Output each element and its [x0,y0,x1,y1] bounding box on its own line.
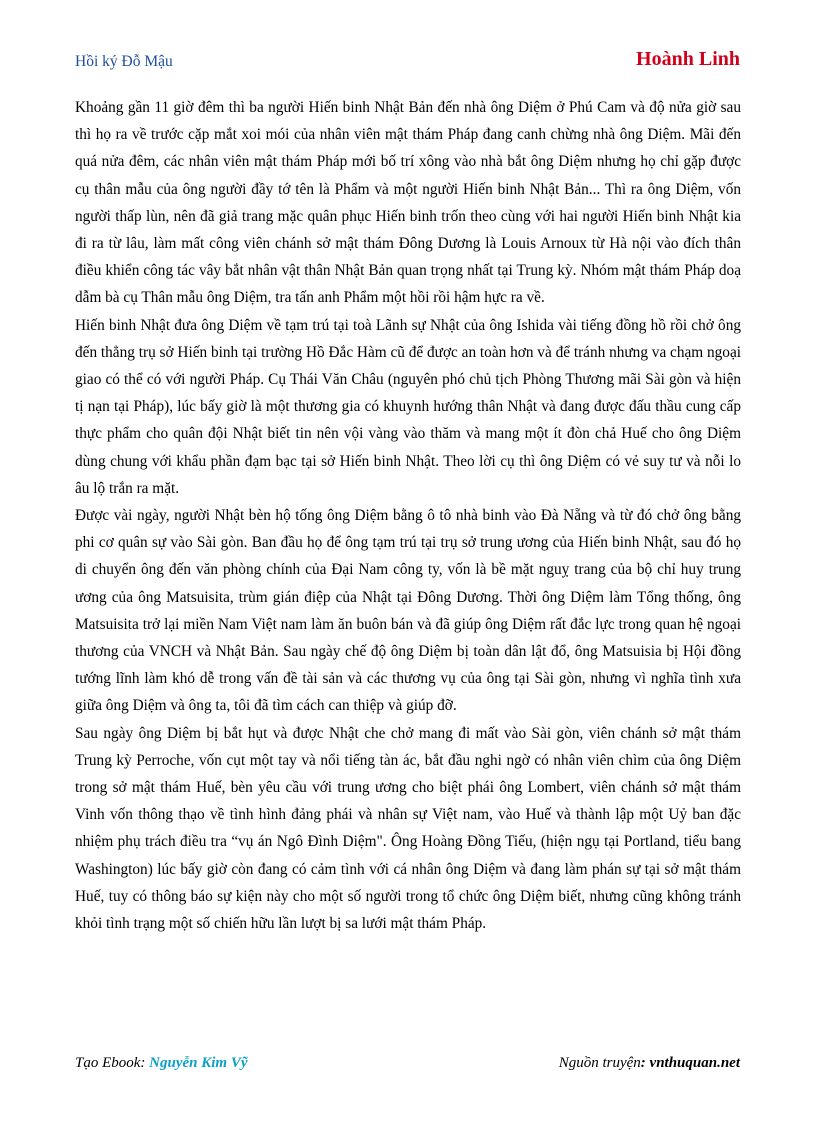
ebook-creator-name: Nguyễn Kim Vỹ [149,1055,248,1071]
paragraph-2: Hiến binh Nhật đưa ông Diệm về tạm trú tại toà Lãnh sự Nhật của ông Ishida vài tiếng đồng hồ rồi chở ông đến thẳng trụ sở Hiến binh tại trường Hồ Đắc Hàm cũ để được an toàn hơn và để tránh nhưng va chạm ngoại giao có thể có với người Pháp. Cụ Thái Văn Châu (nguyên phó chủ tịch Phòng Thương mãi Sài gòn và hiện tị nạn tại Pháp), lúc bấy giờ là một thương gia có khuynh hướng thân Nhật và đang được đấu thầu cung cấp thực phẩm cho quân đội Nhật biết tin nên vội vàng vào thăm và mang một ít đòn chả Huế cho ông Diệm dùng chung với khẩu phần đạm bạc tại sở Hiến binh Nhật. Theo lời cụ thì ông Diệm có vẻ suy tư và nỗi lo âu lộ trắn ra mặt. [75,316,741,497]
paragraph-4: Sau ngày ông Diệm bị bắt hụt và được Nhật che chở mang đi mất vào Sài gòn, viên chánh sở mật thám Trung kỳ Perroche, vốn cụt một tay và nổi tiếng tàn ác, bắt đầu nghi ngờ có nhân viên chìm của ông Diệm trong sở mật thám Huế, bèn yêu cầu với trung ương cho biệt phái ông Lombert, viên chánh sở mật thám Vinh vốn thông thạo về tình hình đảng phái và nhân sự Việt nam, vào Huế và thành lập một Uỷ ban đặc nhiệm phụ trách điều tra “vụ án Ngô Đình Diệm". Ông Hoàng Đồng Tiếu, (hiện ngụ tại Portland, tiểu bang Washington) lúc bấy giờ còn đang có cảm tình với cá nhân ông Diệm và đang làm phán sự tại sở mật thám Huế, tuy có thông báo sự kiện này cho một số người trong tổ chức ông Diệm biết, nhưng cũng không tránh khỏi tình trạng một số chiến hữu lần lượt bị sa lưới mật thám Pháp. [75,724,741,933]
page-header [75,48,740,76]
source-site: vnthuquan.net [649,1055,740,1071]
book-title: Hồi ký Đỗ Mậu [75,53,173,70]
source-label: Nguồn truyện [558,1055,641,1071]
ebook-credit [75,1055,248,1072]
source-separator: : [640,1055,650,1071]
body-text [75,94,741,937]
source-credit [559,1055,740,1072]
page-footer [75,1055,740,1077]
paragraph-1: Khoảng gần 11 giờ đêm thì ba người Hiến binh Nhật Bản đến nhà ông Diệm ở Phú Cam và độ nửa giờ sau thì họ ra về trước cặp mắt xoi mói của nhân viên mật thám Pháp đang canh chừng nhà ông Diệm. Mãi đến quá nửa đêm, các nhân viên mật thám Pháp mới bố trí xông vào nhà bắt ông Diệm nhưng họ chỉ gặp được cụ thân mẫu của ông người đầy tớ tên là Phẩm và một người Hiến binh Nhật Bản... Thì ra ông Diệm, vốn người thấp lùn, nên đã giả trang mặc quân phục Hiến binh trốn theo cùng với hai người Hiến binh Nhật kia đi ra từ lâu, làm mất công viên chánh sở mật thám Đông Dương là Louis Arnoux từ Hà nội vào đích thân điều khiển công tác vây bắt nhân vật thân Nhật Bản quan trọng nhất tại Trung kỳ. Nhóm mật thám Pháp doạ dẫm bà cụ Thân mẫu ông Diệm, tra tấn anh Phẩm một hồi rồi hậm hực ra về. [75,99,741,307]
ebook-separator: : [140,1055,150,1071]
author-name: Hoành Linh [636,48,740,70]
ebook-label: Tạo Ebook [75,1055,141,1071]
paragraph-3: Được vài ngày, người Nhật bèn hộ tống ông Diệm bằng ô tô nhà binh vào Đà Nẵng và từ đó chở ông bằng phi cơ quân sự vào Sài gòn. Ban đầu họ để ông tạm trú tại trụ sở trung ương của Hiến binh Nhật, sau đó họ di chuyển ông đến văn phòng chính của Đại Nam công ty, vốn là bề mặt nguỵ trang của bộ chỉ huy trung ương của ông Matsuisita, trùm gián điệp của Nhật tại Đông Dương. Thời ông Diệm làm Tổng thống, ông Matsuisita trở lại miền Nam Việt nam làm ăn buôn bán và đã giúp ông Diệm rất đắc lực trong quan hệ ngoại thương của VNCH và Nhật Bản. Sau ngày chế độ ông Diệm bị toàn dân lật đổ, ông Matsuisia bị Hội đồng tướng lĩnh làm khó dễ trong vấn đề tài sản và các thương vụ của ông tại Sài gòn, nhưng vì nghĩa tình xưa giữa ông Diệm và ông ta, tôi đã tìm cách can thiệp và giúp đỡ. [75,507,741,715]
